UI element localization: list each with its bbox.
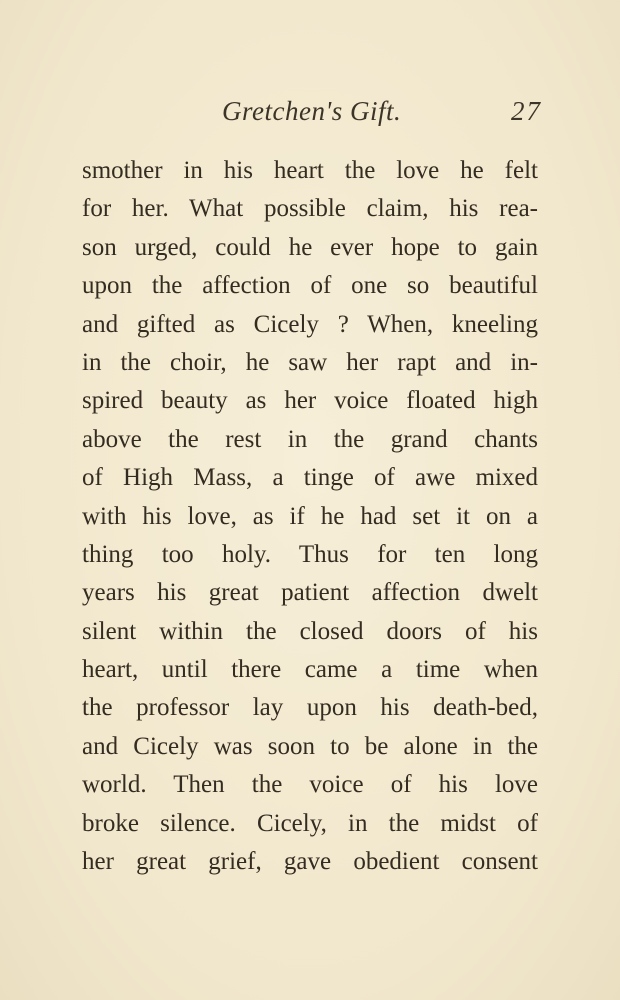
text-line: thing too holy. Thus for ten long	[82, 540, 538, 568]
text-line: son urged, could he ever hope to gain	[82, 233, 538, 261]
text-line: with his love, as if he had set it on a	[82, 502, 538, 530]
text-line: above the rest in the grand chants	[82, 425, 538, 453]
text-line: and Cicely was soon to be alone in the	[82, 732, 538, 760]
body-text	[82, 152, 538, 881]
text-line: upon the affection of one so beautiful	[82, 272, 538, 300]
text-line: years his great patient affection dwelt	[82, 579, 538, 607]
text-line: spired beauty as her voice floated high	[82, 387, 538, 415]
text-line: world. Then the voice of his love	[82, 771, 538, 799]
page-number: 27	[511, 96, 542, 126]
text-line: her great grief, gave obedient consent	[82, 848, 538, 876]
text-line: the professor lay upon his death-bed,	[82, 694, 538, 722]
text-line: silent within the closed doors of his	[82, 617, 538, 645]
text-line: in the choir, he saw her rapt and in-	[82, 348, 538, 376]
text-line: of High Mass, a tinge of awe mixed	[82, 464, 538, 492]
text-line: broke silence. Cicely, in the midst of	[82, 809, 538, 837]
text-line: heart, until there came a time when	[82, 656, 538, 684]
text-line: and gifted as Cicely ? When, kneeling	[82, 310, 538, 338]
running-title: Gretchen's Gift.	[222, 96, 402, 126]
running-head	[0, 96, 620, 136]
text-line: for her. What possible claim, his rea-	[82, 195, 538, 223]
text-line: smother in his heart the love he felt	[82, 157, 538, 184]
